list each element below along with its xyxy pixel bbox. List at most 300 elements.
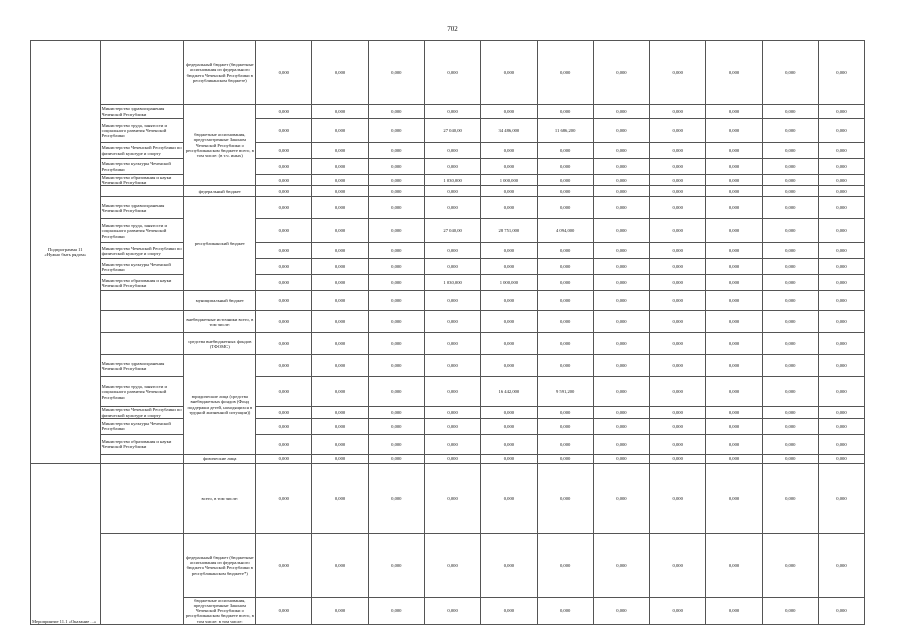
value-cell: 0,000 <box>312 533 368 597</box>
source-cell: муниципальный бюджет <box>184 291 256 311</box>
value-cell: 0,000 <box>593 159 649 175</box>
value-cell: 0,000 <box>312 454 368 463</box>
value-cell: 0,000 <box>424 377 480 407</box>
ministry-cell: Министерство образования и науки Чеченской Республики <box>100 175 184 186</box>
empty-cell <box>100 533 184 624</box>
value-cell: 0,000 <box>256 418 312 434</box>
value-cell: 0,000 <box>593 105 649 119</box>
value-cell: 0,000 <box>312 463 368 533</box>
value-cell: 0,000 <box>706 197 762 219</box>
value-cell: 0,000 <box>368 434 424 454</box>
table-row <box>31 143 865 159</box>
value-cell: 0,000 <box>650 275 706 291</box>
value-cell: 0,000 <box>312 418 368 434</box>
value-cell: 0,000 <box>368 175 424 186</box>
value-cell: 0,000 <box>762 597 818 624</box>
measure-cell: Мероприятие 11.1 «Оказание ...» <box>31 463 101 624</box>
value-cell: 0,000 <box>312 355 368 377</box>
value-cell: 0,000 <box>424 259 480 275</box>
ministry-cell: Министерство труда, занятости и социального развития Чеченской Республики <box>100 219 184 243</box>
value-cell: 0,000 <box>818 311 864 333</box>
value-cell: 0,000 <box>762 377 818 407</box>
table-row <box>31 41 865 105</box>
value-cell: 0,000 <box>706 219 762 243</box>
value-cell: 0,000 <box>368 259 424 275</box>
table-row <box>31 197 865 219</box>
value-cell: 0,000 <box>818 333 864 355</box>
value-cell: 0,000 <box>256 597 312 624</box>
value-cell: 1 030,000 <box>424 275 480 291</box>
value-cell: 0,000 <box>650 434 706 454</box>
value-cell: 0,000 <box>593 333 649 355</box>
value-cell: 0,000 <box>537 275 593 291</box>
value-cell: 0,000 <box>762 311 818 333</box>
value-cell: 0,000 <box>481 291 537 311</box>
value-cell: 0,000 <box>368 597 424 624</box>
ministry-cell: Министерство культуры Чеченской Республики <box>100 418 184 434</box>
table-row <box>31 434 865 454</box>
value-cell: 0,000 <box>593 243 649 259</box>
table-row <box>31 175 865 186</box>
value-cell: 0,000 <box>312 159 368 175</box>
value-cell: 0,000 <box>593 434 649 454</box>
subprogram-cell: Подпрограмма 11 «Нужно быть рядом» <box>31 41 101 464</box>
value-cell: 0,000 <box>593 186 649 197</box>
value-cell: 0,000 <box>256 434 312 454</box>
value-cell: 0,000 <box>256 454 312 463</box>
value-cell: 0,000 <box>818 175 864 186</box>
value-cell: 0,000 <box>368 186 424 197</box>
value-cell: 4 094,000 <box>537 219 593 243</box>
value-cell: 0,000 <box>762 454 818 463</box>
source-cell: бюджетные ассигнования, предусмотренные Законом Чеченской Республики о республиканском бюджете всего, в том числе: (в т.ч. иных) <box>184 105 256 186</box>
source-cell: республиканский бюджет <box>184 197 256 291</box>
value-cell: 0,000 <box>312 434 368 454</box>
empty-cell <box>100 333 184 355</box>
value-cell: 0,000 <box>481 407 537 418</box>
value-cell: 0,000 <box>424 243 480 259</box>
value-cell: 0,000 <box>424 105 480 119</box>
value-cell: 0,000 <box>368 333 424 355</box>
value-cell: 0,000 <box>256 291 312 311</box>
value-cell: 0,000 <box>368 355 424 377</box>
value-cell: 34 486,000 <box>481 119 537 143</box>
value-cell: 0,000 <box>312 259 368 275</box>
value-cell: 0,000 <box>818 463 864 533</box>
value-cell: 0,000 <box>706 259 762 275</box>
table-row <box>31 119 865 143</box>
ministry-cell: Министерство труда, занятости и социального развития Чеченской Республики <box>100 377 184 407</box>
value-cell: 0,000 <box>818 597 864 624</box>
value-cell: 0,000 <box>762 418 818 434</box>
value-cell: 0,000 <box>256 463 312 533</box>
table-row <box>31 291 865 311</box>
value-cell: 0,000 <box>706 407 762 418</box>
value-cell: 0,000 <box>762 407 818 418</box>
value-cell: 0,000 <box>424 311 480 333</box>
value-cell: 0,000 <box>312 186 368 197</box>
value-cell: 0,000 <box>650 175 706 186</box>
value-cell: 0,000 <box>818 418 864 434</box>
value-cell: 0,000 <box>256 333 312 355</box>
value-cell: 0,000 <box>537 597 593 624</box>
value-cell: 0,000 <box>706 463 762 533</box>
value-cell: 0,000 <box>368 377 424 407</box>
value-cell: 0,000 <box>256 219 312 243</box>
value-cell: 0,000 <box>481 355 537 377</box>
source-cell: федеральный бюджет (бюджетные ассигнования из федерального бюджета Чеченской Республики в республиканском бюджете*) <box>184 533 256 597</box>
value-cell: 0,000 <box>762 259 818 275</box>
value-cell: 0,000 <box>762 159 818 175</box>
value-cell: 0,000 <box>593 418 649 434</box>
ministry-cell: Министерство Чеченской Республики по физической культуре и спорту <box>100 407 184 418</box>
value-cell: 0,000 <box>818 291 864 311</box>
value-cell: 0,000 <box>706 41 762 105</box>
value-cell: 0,000 <box>706 434 762 454</box>
value-cell: 0,000 <box>818 454 864 463</box>
empty-cell <box>100 454 184 463</box>
value-cell: 0,000 <box>818 119 864 143</box>
value-cell: 0,000 <box>537 355 593 377</box>
value-cell: 0,000 <box>368 291 424 311</box>
value-cell: 0,000 <box>650 597 706 624</box>
value-cell: 0,000 <box>312 597 368 624</box>
value-cell: 0,000 <box>650 105 706 119</box>
value-cell: 0,000 <box>593 311 649 333</box>
value-cell: 0,000 <box>481 597 537 624</box>
value-cell: 0,000 <box>762 434 818 454</box>
value-cell: 0,000 <box>481 41 537 105</box>
value-cell: 0,000 <box>312 333 368 355</box>
value-cell: 0,000 <box>424 159 480 175</box>
value-cell: 0,000 <box>424 418 480 434</box>
value-cell: 0,000 <box>650 333 706 355</box>
table-row <box>31 311 865 333</box>
value-cell: 0,000 <box>481 454 537 463</box>
table-row <box>31 454 865 463</box>
table-row <box>31 275 865 291</box>
value-cell: 0,000 <box>368 463 424 533</box>
table-row <box>31 377 865 407</box>
value-cell: 0,000 <box>818 41 864 105</box>
value-cell: 0,000 <box>312 41 368 105</box>
value-cell: 0,000 <box>424 197 480 219</box>
value-cell: 0,000 <box>537 454 593 463</box>
value-cell: 0,000 <box>762 533 818 597</box>
value-cell: 0,000 <box>593 597 649 624</box>
value-cell: 0,000 <box>706 275 762 291</box>
value-cell: 0,000 <box>481 434 537 454</box>
value-cell: 0,000 <box>368 219 424 243</box>
ministry-cell: Министерство культуры Чеченской Республики <box>100 259 184 275</box>
value-cell: 0,000 <box>368 454 424 463</box>
table-row <box>31 243 865 259</box>
value-cell: 0,000 <box>256 259 312 275</box>
value-cell: 0,000 <box>537 333 593 355</box>
value-cell: 0,000 <box>424 454 480 463</box>
value-cell: 0,000 <box>256 41 312 105</box>
source-cell: физические лица <box>184 454 256 463</box>
value-cell: 0,000 <box>650 197 706 219</box>
value-cell: 0,000 <box>368 105 424 119</box>
value-cell: 0,000 <box>762 175 818 186</box>
table-row <box>31 105 865 119</box>
value-cell: 0,000 <box>650 159 706 175</box>
value-cell: 0,000 <box>650 259 706 275</box>
table-row <box>31 333 865 355</box>
source-cell: внебюджетные источники всего, в том числе: <box>184 311 256 333</box>
ministry-cell: Министерство здравоохранения Чеченской Республики <box>100 355 184 377</box>
value-cell: 16 442,000 <box>481 377 537 407</box>
value-cell: 0,000 <box>593 259 649 275</box>
value-cell: 0,000 <box>593 143 649 159</box>
table-row <box>31 186 865 197</box>
source-cell: юридические лица (средства внебюджетных фондов (Фонд поддержки детей, находящихся в трудной жизненной ситуации)) <box>184 355 256 454</box>
value-cell: 0,000 <box>593 355 649 377</box>
value-cell: 0,000 <box>537 291 593 311</box>
value-cell: 0,000 <box>818 105 864 119</box>
value-cell: 1 000,000 <box>481 175 537 186</box>
value-cell: 0,000 <box>481 463 537 533</box>
value-cell: 0,000 <box>424 41 480 105</box>
value-cell: 0,000 <box>762 197 818 219</box>
empty-cell <box>100 463 184 533</box>
value-cell: 0,000 <box>312 243 368 259</box>
value-cell: 0,000 <box>481 105 537 119</box>
ministry-cell: Министерство Чеченской Республики по физической культуре и спорту <box>100 143 184 159</box>
source-cell: федеральный бюджет (бюджетные ассигнования из федерального бюджета Чеченской Республики в республиканском бюджете) <box>184 41 256 105</box>
value-cell: 0,000 <box>256 407 312 418</box>
value-cell: 0,000 <box>593 407 649 418</box>
value-cell: 0,000 <box>537 186 593 197</box>
value-cell: 0,000 <box>368 533 424 597</box>
value-cell: 0,000 <box>593 275 649 291</box>
value-cell: 27 040,00 <box>424 119 480 143</box>
value-cell: 0,000 <box>481 186 537 197</box>
value-cell: 0,000 <box>256 243 312 259</box>
value-cell: 0,000 <box>312 197 368 219</box>
value-cell: 0,000 <box>481 197 537 219</box>
value-cell: 0,000 <box>650 463 706 533</box>
value-cell: 0,000 <box>762 463 818 533</box>
value-cell: 0,000 <box>650 119 706 143</box>
value-cell: 0,000 <box>818 377 864 407</box>
table-row <box>31 533 865 597</box>
value-cell: 0,000 <box>481 418 537 434</box>
value-cell: 0,000 <box>818 219 864 243</box>
value-cell: 0,000 <box>256 311 312 333</box>
value-cell: 0,000 <box>481 333 537 355</box>
value-cell: 0,000 <box>537 311 593 333</box>
value-cell: 0,000 <box>762 219 818 243</box>
value-cell: 0,000 <box>706 311 762 333</box>
value-cell: 0,000 <box>650 291 706 311</box>
value-cell: 0,000 <box>593 197 649 219</box>
value-cell: 0,000 <box>593 119 649 143</box>
value-cell: 0,000 <box>706 333 762 355</box>
value-cell: 0,000 <box>256 119 312 143</box>
budget-table <box>30 40 865 625</box>
table-row <box>31 219 865 243</box>
value-cell: 0,000 <box>818 243 864 259</box>
empty-cell <box>100 311 184 333</box>
value-cell: 0,000 <box>818 159 864 175</box>
value-cell: 0,000 <box>650 407 706 418</box>
ministry-cell: Министерство труда, занятости и социального развития Чеченской Республики <box>100 119 184 143</box>
value-cell: 0,000 <box>762 186 818 197</box>
value-cell: 0,000 <box>650 143 706 159</box>
value-cell: 0,000 <box>706 597 762 624</box>
value-cell: 0,000 <box>537 197 593 219</box>
value-cell: 0,000 <box>706 159 762 175</box>
value-cell: 0,000 <box>762 355 818 377</box>
value-cell: 0,000 <box>424 355 480 377</box>
value-cell: 28 751,000 <box>481 219 537 243</box>
value-cell: 0,000 <box>650 454 706 463</box>
value-cell: 0,000 <box>818 259 864 275</box>
value-cell: 0,000 <box>593 533 649 597</box>
value-cell: 0,000 <box>818 533 864 597</box>
value-cell: 0,000 <box>818 197 864 219</box>
value-cell: 0,000 <box>650 355 706 377</box>
source-cell: средства внебюджетных фондов (ТФОМС) <box>184 333 256 355</box>
value-cell: 0,000 <box>481 259 537 275</box>
value-cell: 0,000 <box>481 311 537 333</box>
value-cell: 0,000 <box>818 434 864 454</box>
value-cell: 0,000 <box>706 355 762 377</box>
value-cell: 0,000 <box>650 377 706 407</box>
value-cell: 0,000 <box>650 533 706 597</box>
value-cell: 0,000 <box>368 159 424 175</box>
value-cell: 0,000 <box>312 311 368 333</box>
value-cell: 0,000 <box>537 533 593 597</box>
value-cell: 0,000 <box>537 143 593 159</box>
source-cell: бюджетные ассигнования, предусмотренные Законом Чеченской Республики о республиканском бюджете всего, в том числе: в том числе: <box>185 597 254 624</box>
table-row <box>31 407 865 418</box>
value-cell: 0,000 <box>762 105 818 119</box>
value-cell: 0,000 <box>818 275 864 291</box>
ministry-cell: Министерство образования и науки Чеченской Республики <box>100 434 184 454</box>
value-cell: 0,000 <box>818 186 864 197</box>
value-cell: 0,000 <box>256 355 312 377</box>
value-cell: 0,000 <box>312 175 368 186</box>
value-cell: 0,000 <box>481 533 537 597</box>
value-cell: 0,000 <box>706 533 762 597</box>
value-cell: 0,000 <box>481 143 537 159</box>
empty-cell <box>100 41 184 105</box>
value-cell: 0,000 <box>368 275 424 291</box>
table-row <box>31 418 865 434</box>
value-cell: 0,000 <box>762 243 818 259</box>
value-cell: 0,000 <box>818 355 864 377</box>
value-cell: 0,000 <box>706 454 762 463</box>
value-cell: 0,000 <box>368 311 424 333</box>
value-cell: 0,000 <box>256 105 312 119</box>
ministry-cell: Министерство здравоохранения Чеченской Республики <box>100 197 184 219</box>
value-cell: 0,000 <box>762 291 818 311</box>
value-cell: 0,000 <box>537 434 593 454</box>
value-cell: 0,000 <box>312 105 368 119</box>
value-cell: 0,000 <box>593 377 649 407</box>
value-cell: 0,000 <box>312 377 368 407</box>
value-cell: 0,000 <box>537 105 593 119</box>
value-cell: 0,000 <box>706 143 762 159</box>
value-cell: 0,000 <box>762 333 818 355</box>
value-cell: 0,000 <box>762 143 818 159</box>
value-cell: 0,000 <box>481 159 537 175</box>
empty-cell <box>100 291 184 311</box>
value-cell: 0,000 <box>706 175 762 186</box>
value-cell: 0,000 <box>368 243 424 259</box>
value-cell: 0,000 <box>762 275 818 291</box>
value-cell: 0,000 <box>256 275 312 291</box>
value-cell: 0,000 <box>706 105 762 119</box>
value-cell: 0,000 <box>256 186 312 197</box>
value-cell: 0,000 <box>312 291 368 311</box>
value-cell: 0,000 <box>818 407 864 418</box>
value-cell: 0,000 <box>537 175 593 186</box>
value-cell: 0,000 <box>706 291 762 311</box>
ministry-cell: Министерство культуры Чеченской Республики <box>100 159 184 175</box>
value-cell: 0,000 <box>424 434 480 454</box>
source-cell: всего, в том числе: <box>184 463 256 533</box>
value-cell: 0,000 <box>256 377 312 407</box>
value-cell: 0,000 <box>650 219 706 243</box>
value-cell: 0,000 <box>650 311 706 333</box>
value-cell: 0,000 <box>368 119 424 143</box>
value-cell: 9 591,200 <box>537 377 593 407</box>
value-cell: 0,000 <box>424 533 480 597</box>
value-cell: 0,000 <box>650 41 706 105</box>
value-cell: 0,000 <box>312 275 368 291</box>
value-cell: 0,000 <box>593 291 649 311</box>
value-cell: 0,000 <box>593 454 649 463</box>
value-cell: 0,000 <box>424 333 480 355</box>
value-cell: 0,000 <box>762 119 818 143</box>
value-cell: 0,000 <box>650 243 706 259</box>
value-cell: 0,000 <box>256 175 312 186</box>
value-cell: 0,000 <box>650 418 706 434</box>
value-cell: 0,000 <box>706 418 762 434</box>
value-cell: 0,000 <box>312 143 368 159</box>
value-cell: 0,000 <box>368 197 424 219</box>
value-cell: 0,000 <box>424 407 480 418</box>
value-cell: 0,000 <box>537 243 593 259</box>
value-cell: 0,000 <box>818 143 864 159</box>
value-cell: 0,000 <box>593 41 649 105</box>
page-number: 702 <box>447 25 458 33</box>
value-cell: 0,000 <box>537 407 593 418</box>
value-cell: 0,000 <box>706 186 762 197</box>
empty-cell <box>100 186 184 197</box>
value-cell: 1 000,000 <box>481 275 537 291</box>
value-cell: 0,000 <box>762 41 818 105</box>
value-cell: 0,000 <box>706 119 762 143</box>
value-cell: 0,000 <box>537 159 593 175</box>
value-cell: 0,000 <box>368 41 424 105</box>
value-cell: 0,000 <box>481 243 537 259</box>
value-cell: 1 030,000 <box>424 175 480 186</box>
table-row <box>31 355 865 377</box>
value-cell: 0,000 <box>368 407 424 418</box>
value-cell: 0,000 <box>593 219 649 243</box>
value-cell: 0,000 <box>424 186 480 197</box>
value-cell: 0,000 <box>424 143 480 159</box>
value-cell: 0,000 <box>537 418 593 434</box>
value-cell: 0,000 <box>368 418 424 434</box>
value-cell: 0,000 <box>706 377 762 407</box>
value-cell: 0,000 <box>256 143 312 159</box>
